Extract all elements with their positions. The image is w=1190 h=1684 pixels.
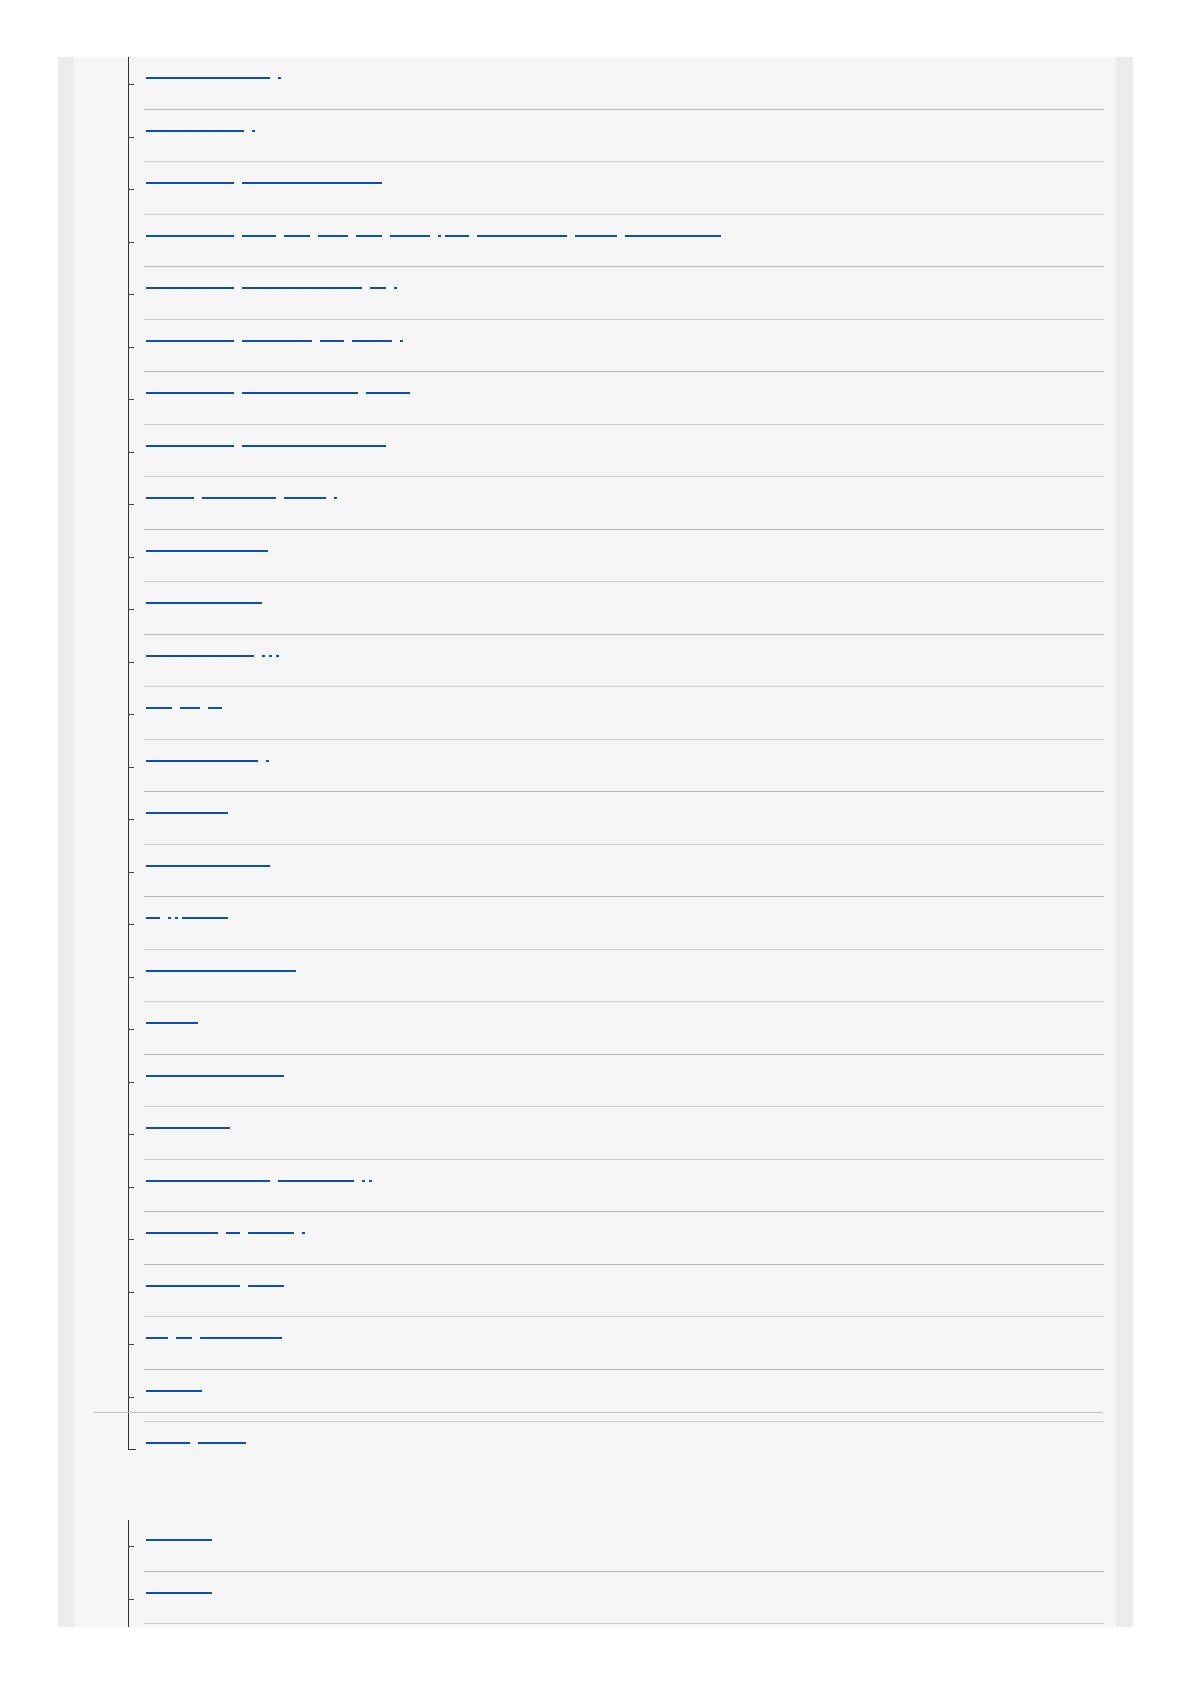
- toc-link[interactable]: [146, 233, 729, 237]
- toc-item: [128, 1212, 1104, 1265]
- toc-link[interactable]: [146, 1178, 376, 1182]
- toc-item: [128, 897, 1104, 950]
- toc-item: [128, 1265, 1104, 1318]
- toc-item: [128, 162, 1104, 215]
- toc-link[interactable]: [146, 1125, 238, 1129]
- toc-link[interactable]: [146, 390, 418, 394]
- toc-item: [128, 845, 1104, 898]
- toc-link[interactable]: [146, 1388, 210, 1392]
- toc-link[interactable]: [146, 338, 407, 342]
- toc-item: [128, 740, 1104, 793]
- toc-link[interactable]: [146, 128, 259, 132]
- toc-link[interactable]: [146, 180, 390, 184]
- toc-link[interactable]: [146, 285, 401, 289]
- toc-list: [128, 57, 1104, 1468]
- toc-list: [128, 1519, 1104, 1624]
- toc-item: [128, 1107, 1104, 1160]
- toc-link[interactable]: [146, 1230, 309, 1234]
- toc-item: [128, 635, 1104, 688]
- toc-link[interactable]: [146, 75, 285, 79]
- toc-item: [128, 530, 1104, 583]
- toc-item: [128, 372, 1104, 425]
- toc-item: [128, 57, 1104, 110]
- section-divider: [94, 1412, 1103, 1413]
- toc-link[interactable]: [146, 1590, 220, 1594]
- toc-item: [128, 1422, 1104, 1468]
- toc-link[interactable]: [146, 1283, 292, 1287]
- toc-link[interactable]: [146, 1073, 292, 1077]
- toc-link[interactable]: [146, 758, 273, 762]
- toc-item: [128, 267, 1104, 320]
- toc-item: [128, 582, 1104, 635]
- toc-link[interactable]: [146, 1020, 206, 1024]
- toc-link[interactable]: [146, 863, 278, 867]
- toc-link[interactable]: [146, 653, 283, 657]
- toc-item: [128, 1370, 1104, 1423]
- toc-link[interactable]: [146, 495, 341, 499]
- toc-link[interactable]: [146, 443, 394, 447]
- toc-item: [128, 687, 1104, 740]
- toc-link[interactable]: [146, 1537, 220, 1541]
- toc-link[interactable]: [146, 705, 230, 709]
- toc-item: [128, 1519, 1104, 1572]
- toc-item: [128, 792, 1104, 845]
- toc-item: [128, 215, 1104, 268]
- toc-link[interactable]: [146, 968, 304, 972]
- toc-item: [128, 1160, 1104, 1213]
- toc-link[interactable]: [146, 548, 276, 552]
- toc-link[interactable]: [146, 600, 270, 604]
- toc-item: [128, 1572, 1104, 1625]
- toc-link[interactable]: [146, 1440, 254, 1444]
- toc-item: [128, 110, 1104, 163]
- toc-item: [128, 1055, 1104, 1108]
- toc-item: [128, 950, 1104, 1003]
- toc-link[interactable]: [146, 915, 236, 919]
- toc-link[interactable]: [146, 810, 236, 814]
- toc-link[interactable]: [146, 1335, 290, 1339]
- toc-item: [128, 1317, 1104, 1370]
- toc-item: [128, 320, 1104, 373]
- toc-item: [128, 477, 1104, 530]
- toc-item: [128, 1002, 1104, 1055]
- toc-item: [128, 425, 1104, 478]
